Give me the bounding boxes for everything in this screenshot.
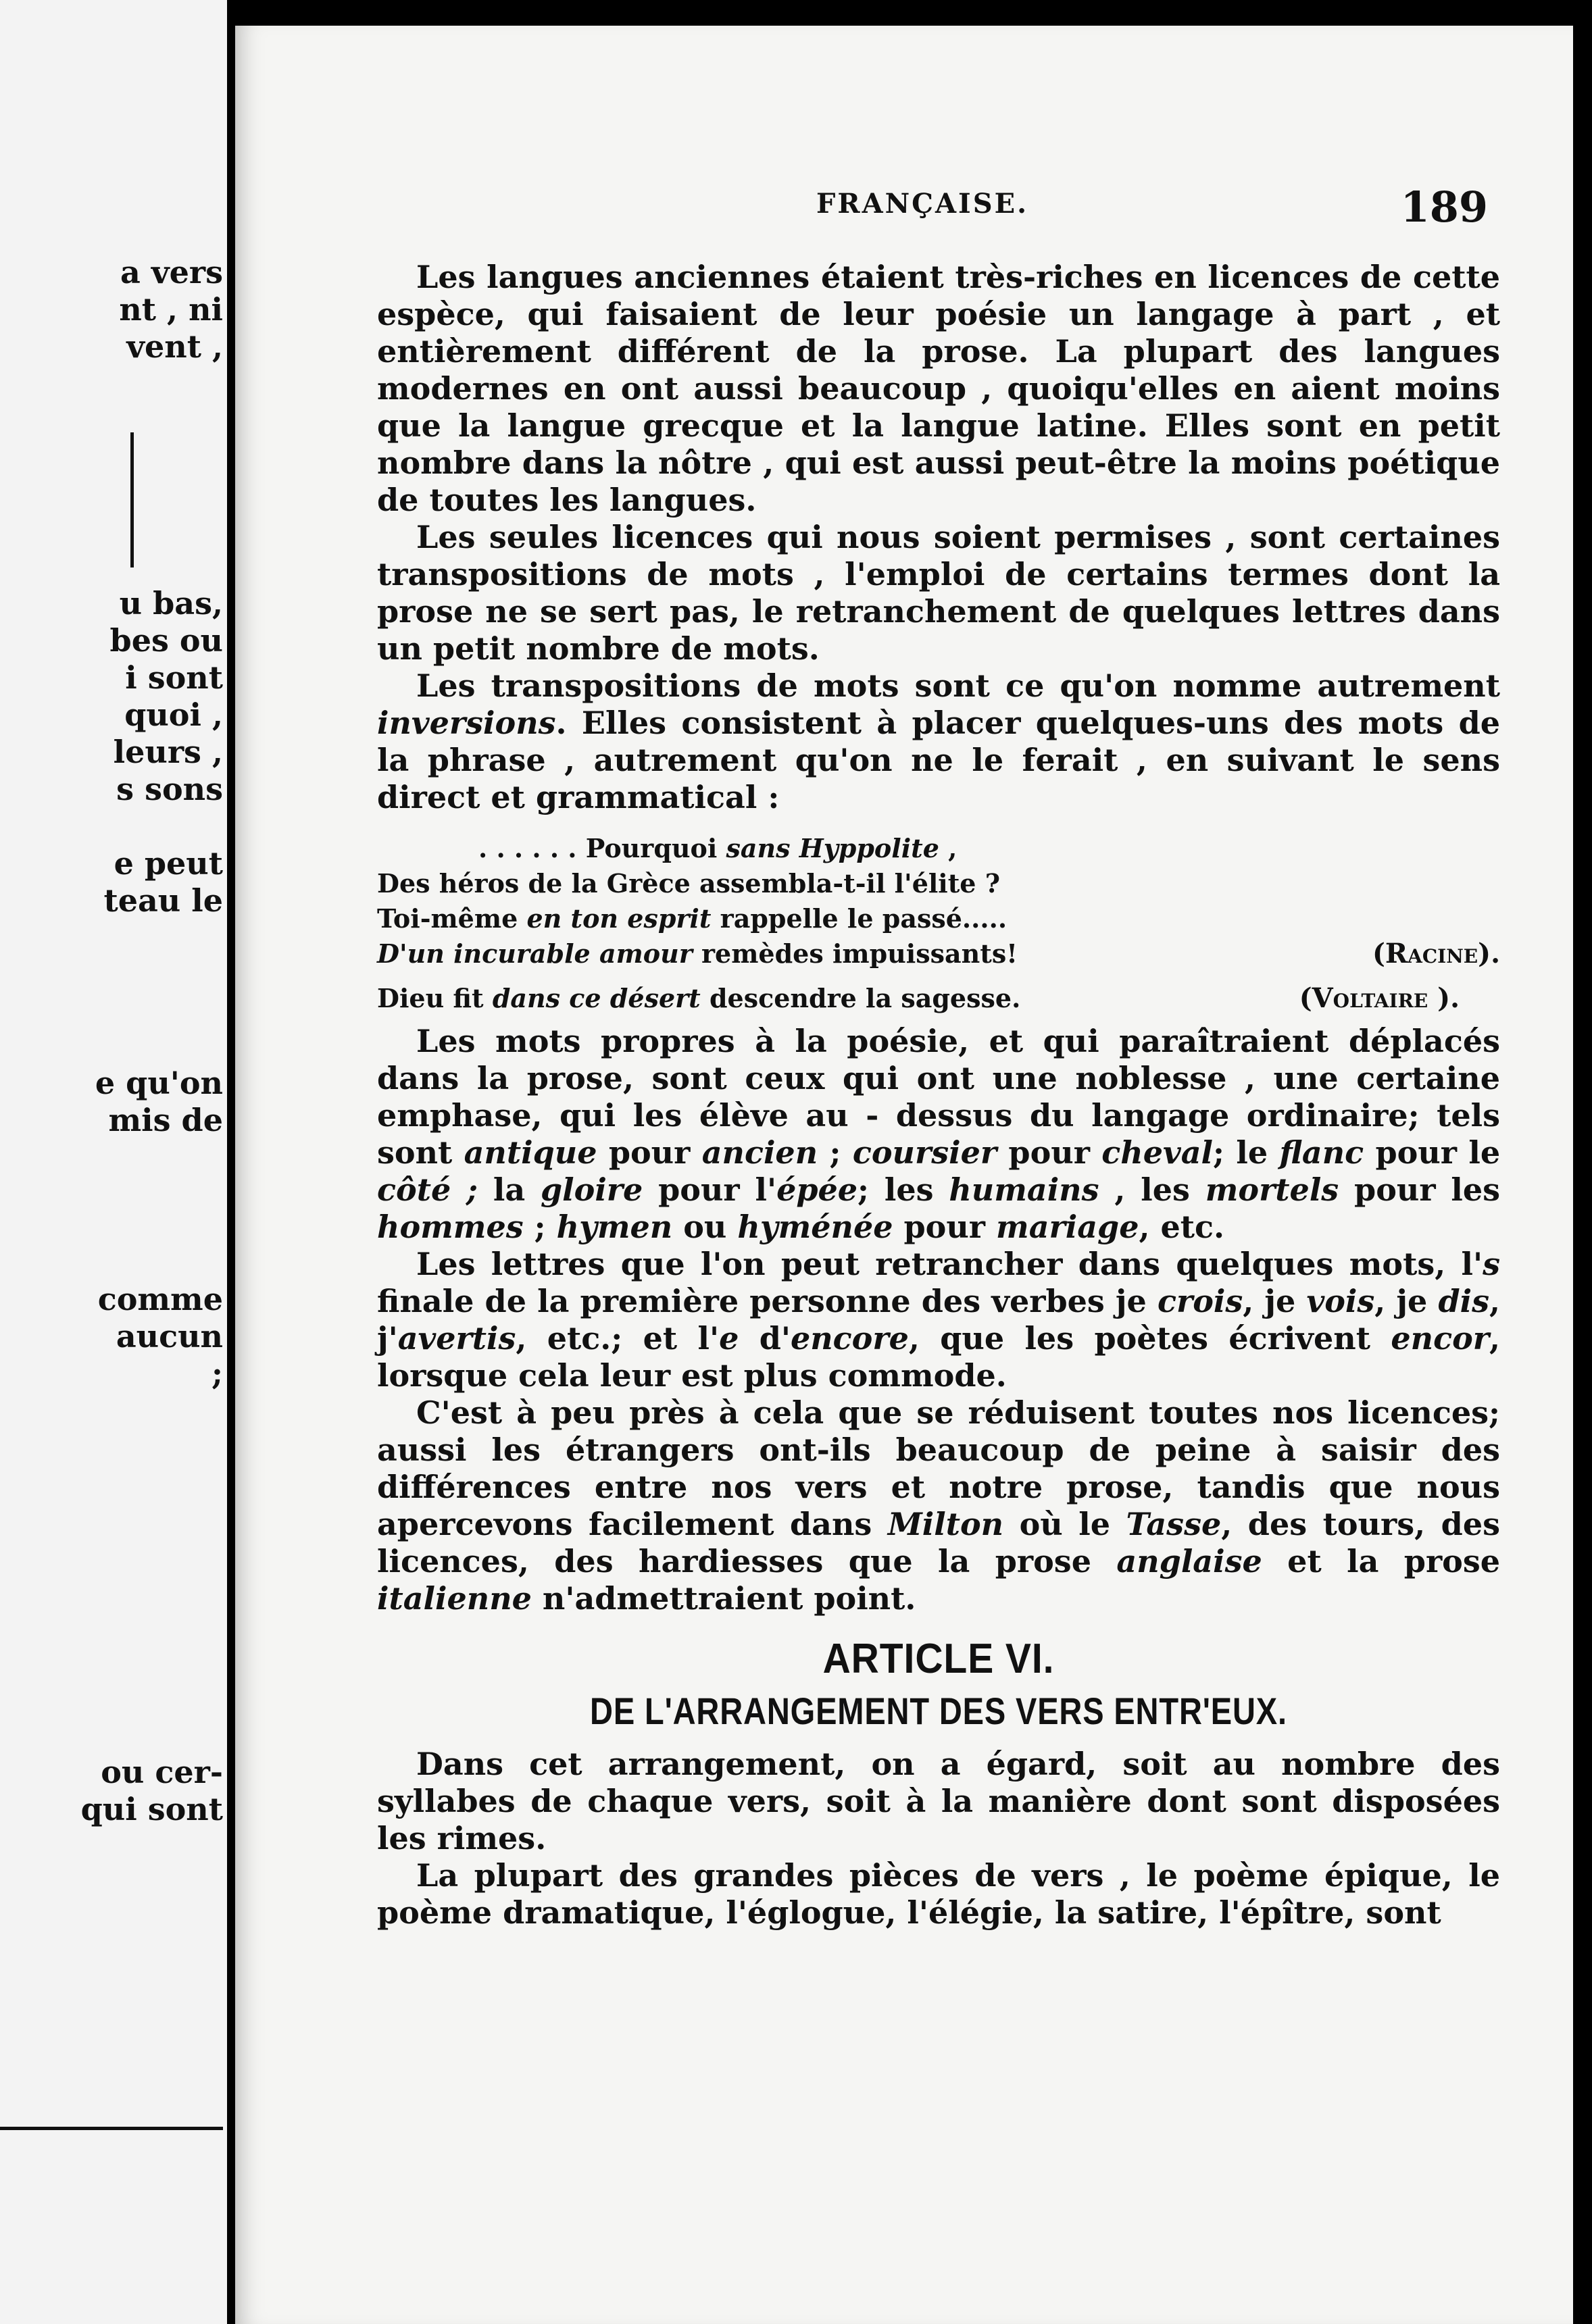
left-page-fragment: s sons: [116, 771, 223, 807]
page-number: 189: [1400, 182, 1488, 232]
right-page: [235, 26, 1573, 2324]
left-page-fragment: ;: [212, 1355, 223, 1392]
body-text: [377, 259, 1500, 1931]
left-page-fragment: qui sont: [80, 1791, 223, 1827]
left-page-fragment: quoi ,: [124, 697, 223, 733]
paragraph-3: Les transpositions de mots sont ce qu'on nomme autrement inversions. Elles consistent à placer quelques-uns des mots de la phrase , autrement qu'on ne le ferait , en suivant le sens direct et grammatical :: [377, 667, 1500, 815]
left-page-fragment: ou cer-: [101, 1754, 223, 1790]
source-voltaire: (Voltaire ).: [1299, 982, 1460, 1014]
paragraph-7: Dans cet arrangement, on a égard, soit au nombre des syllabes de chaque vers, soit à la manière dont sont disposées les rimes.: [377, 1746, 1500, 1856]
page-header: [357, 182, 1488, 230]
left-page-fragment: nt , ni: [119, 291, 223, 328]
running-title: FRANÇAISE.: [816, 188, 1029, 220]
verse-line-3: Toi-même en ton esprit rappelle le passé.....: [377, 903, 1008, 934]
left-page-fragment: teau le: [103, 882, 223, 919]
left-page-fragment: u bas,: [119, 585, 223, 622]
margin-rule: [130, 432, 134, 567]
verse-line-4: D'un incurable amour remèdes impuissants!: [377, 938, 1018, 969]
paragraph-6: C'est à peu près à cela que se réduisent toutes nos licences; aussi les étrangers ont-ils beaucoup de peine à saisir des différences entre nos vers et notre prose, tandis que nous apercevons facilement dans Milton où le Tasse, des tours, des licences, des hardiesses que la prose anglaise et la prose italienne n'admettraient point.: [377, 1394, 1501, 1617]
footnote-rule: [0, 2127, 223, 2130]
paragraph-4: Les mots propres à la poésie, et qui paraîtraient déplacés dans la prose, sont ceux qui ont une noblesse , une certaine emphase, qui les élève au - dessus du langage ordinaire; tels sont antique pour ancien ; coursier pour cheval; le flanc pour le côté ; la gloire pour l'épée; les humains , les mortels pour les hommes ; hymen ou hyménée pour mariage, etc.: [377, 1023, 1501, 1245]
paragraph-8: La plupart des grandes pièces de vers , le poème épique, le poème dramatique, l'églogue, l'élégie, la satire, l'épître, sont: [377, 1857, 1500, 1931]
left-page-fragment: a vers: [120, 254, 223, 290]
paragraph-2: Les seules licences qui nous soient permises , sont certaines transpositions de mots , l'emploi de certains termes dont la prose ne se sert pas, le retranchement de quelques lettres dans un petit nombre de mots.: [377, 519, 1500, 667]
left-page-fragment: mis de: [108, 1102, 223, 1138]
left-page-fragment: aucun: [116, 1318, 223, 1355]
paragraph-1: Les langues anciennes étaient très-riches en licences de cette espèce, qui faisaient de leur poésie un langage à part , et entièrement différent de la prose. La plupart des langues modernes en ont aussi beaucoup , quoiqu'elles en aient moins que la langue grecque et la langue latine. Elles sont en petit nombre dans la nôtre , qui est aussi peut-être la moins poétique de toutes les langues.: [377, 259, 1500, 518]
verse-quotation: [377, 831, 1500, 1016]
article-heading: ARTICLE VI.: [822, 1636, 1055, 1682]
verse-line-2: Des héros de la Grèce assembla-t-il l'élite ?: [377, 868, 1000, 899]
verse-line-5: Dieu fit dans ce désert descendre la sagesse.: [377, 983, 1021, 1013]
left-page-fragment: e peut: [114, 845, 223, 882]
left-page-fragment: bes ou: [109, 622, 223, 659]
left-page-fragment: comme: [97, 1281, 223, 1317]
section-heading: DE L'ARRANGEMENT DES VERS ENTR'EUX.: [590, 1690, 1287, 1732]
left-page-fragment: i sont: [125, 659, 223, 696]
paragraph-5: Les lettres que l'on peut retrancher dans quelques mots, l's finale de la première personne des verbes je crois, je vois, je dis, j'avertis, etc.; et l'e d'encore, que les poètes écrivent encor, lorsque cela leur est plus commode.: [377, 1246, 1501, 1394]
left-page-fragment: leurs ,: [113, 734, 223, 770]
left-page-fragment: e qu'on: [95, 1065, 223, 1101]
left-page-fragment: vent ,: [126, 328, 223, 365]
left-page-edge: [0, 0, 227, 2324]
verse-line-1: . . . . . . Pourquoi sans Hyppolite ,: [478, 833, 957, 863]
source-racine: (Racine).: [1372, 938, 1500, 969]
